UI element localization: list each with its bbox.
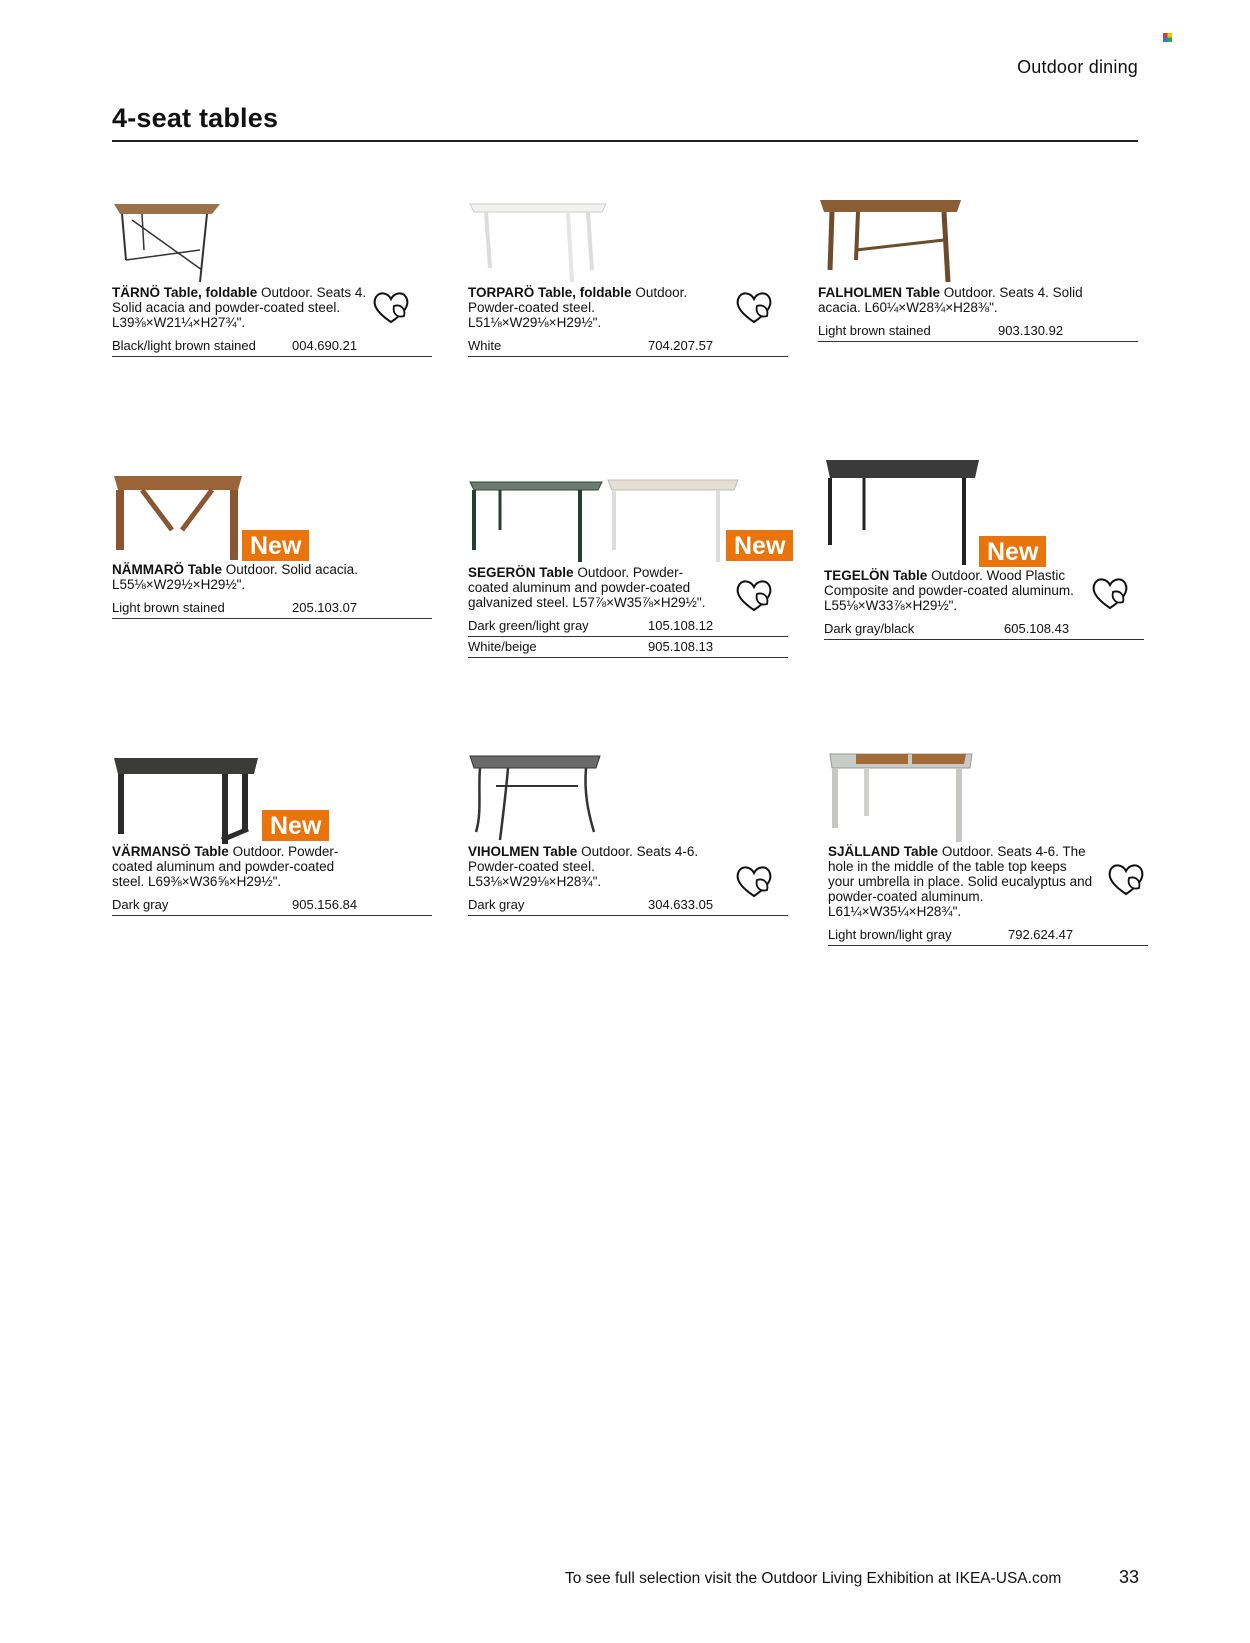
product-varmanso <box>112 752 432 916</box>
product-tegelon <box>824 460 1144 640</box>
variant-row: Dark gray/black 605.108.43 <box>824 619 1144 640</box>
title-divider <box>112 140 1138 142</box>
product-image <box>828 748 1148 844</box>
product-viholmen <box>468 752 788 916</box>
new-badge: New <box>979 536 1046 567</box>
variant-row: Black/light brown stained 004.690.21 <box>112 336 432 357</box>
product-image <box>112 190 432 285</box>
variant-row: Light brown stained 903.130.92 <box>818 321 1138 342</box>
product-description: NÄMMARÖ Table Outdoor. Solid acacia. L55⅛×W29½×H29½". <box>112 562 358 592</box>
product-tarno <box>112 190 432 357</box>
heart-leaf-icon <box>733 860 775 902</box>
product-description: FALHOLMEN Table Outdoor. Seats 4. Solid acacia. L60¼×W28¾×H28⅜". <box>818 285 1083 315</box>
product-torparo <box>468 190 788 357</box>
variant-row: Dark gray 304.633.05 <box>468 895 788 916</box>
heart-leaf-icon <box>733 286 775 328</box>
product-description: SJÄLLAND Table Outdoor. Seats 4-6. The hole in the middle of the table top keeps your umbrella in place. Solid eucalyptus and powder-coated aluminum. L61¼×W35¼×H28¾". <box>828 844 1093 919</box>
new-badge: New <box>242 530 309 561</box>
product-description: SEGERÖN Table Outdoor. Powder-coated aluminum and powder-coated galvanized steel. L57⅞×W35⅞×H29½". <box>468 565 706 610</box>
product-description: TÄRNÖ Table, foldable Outdoor. Seats 4. Solid acacia and powder-coated steel. L39⅜×W21¼×H27¾". <box>112 285 367 330</box>
product-description: VIHOLMEN Table Outdoor. Seats 4-6. Powder-coated steel. L53⅛×W29⅛×H28¾". <box>468 844 699 889</box>
product-falholmen <box>818 190 1138 342</box>
heart-leaf-icon <box>733 574 775 616</box>
variant-row: Light brown/light gray 792.624.47 <box>828 925 1148 946</box>
heart-leaf-icon <box>370 286 412 328</box>
product-description: VÄRMANSÖ Table Outdoor. Powder-coated aluminum and powder-coated steel. L69⅜×W36⅝×H29½". <box>112 844 339 889</box>
product-image <box>468 190 788 285</box>
footer-text: To see full selection visit the Outdoor Living Exhibition at IKEA-USA.com <box>565 1570 1062 1587</box>
product-description: TORPARÖ Table, foldable Outdoor. Powder-coated steel. L51⅛×W29⅛×H29½". <box>468 285 688 330</box>
new-badge: New <box>262 810 329 841</box>
product-image <box>818 190 1138 285</box>
product-image <box>468 752 788 844</box>
new-badge: New <box>726 530 793 561</box>
variant-row: Light brown stained 205.103.07 <box>112 598 432 619</box>
ikea-logo-mark-icon <box>1163 33 1172 42</box>
product-description: TEGELÖN Table Outdoor. Wood Plastic Composite and powder-coated aluminum. L55⅛×W33⅞×H29½". <box>824 568 1074 613</box>
variant-row: Dark green/light gray 105.108.12 <box>468 616 788 637</box>
product-nammaro <box>112 470 432 619</box>
page-number: 33 <box>1119 1567 1140 1587</box>
variant-row: White 704.207.57 <box>468 336 788 357</box>
heart-leaf-icon <box>1105 858 1147 900</box>
product-segeron <box>468 470 788 658</box>
heart-leaf-icon <box>1089 572 1131 614</box>
page-title: 4-seat tables <box>112 103 279 133</box>
variant-row: White/beige 905.108.13 <box>468 637 788 658</box>
product-sjalland <box>828 748 1148 946</box>
variant-row: Dark gray 905.156.84 <box>112 895 432 916</box>
section-label: Outdoor dining <box>1017 57 1138 77</box>
